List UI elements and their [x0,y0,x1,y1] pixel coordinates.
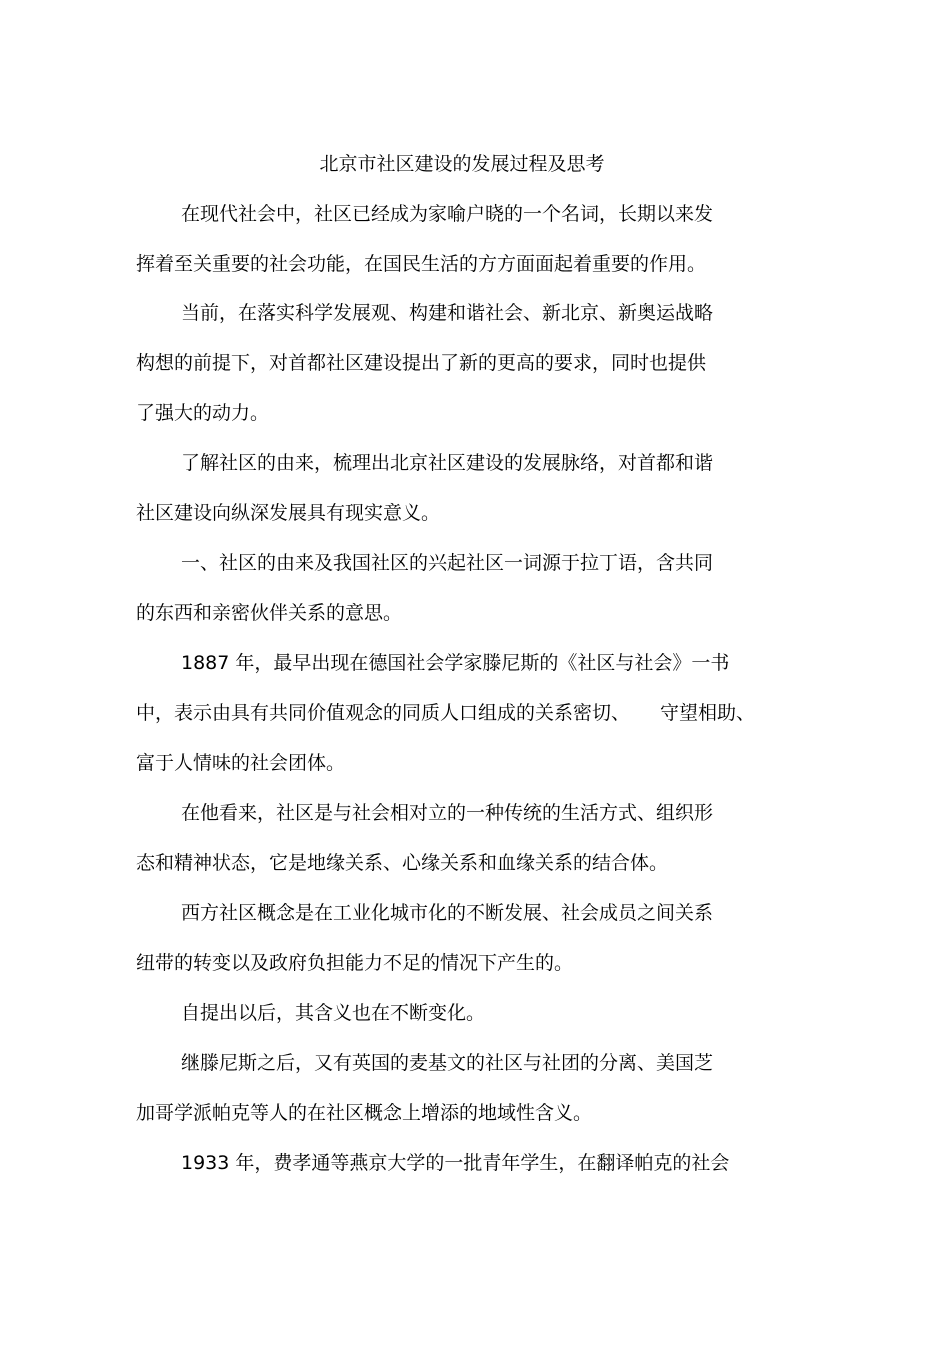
paragraph-line: 在现代社会中，社区已经成为家喻户晓的一个名词，长期以来发 [181,203,714,225]
paragraph-line: 加哥学派帕克等人的在社区概念上增添的地域性含义。 [136,1102,593,1124]
paragraph-line: 1933 年，费孝通等燕京大学的一批青年学生，在翻译帕克的社会 [181,1152,730,1174]
paragraph-line: 社区建设向纵深发展具有现实意义。 [136,502,441,524]
paragraph-line: 态和精神状态，它是地缘关系、心缘关系和血缘关系的结合体。 [136,852,669,874]
paragraph-line: 一、社区的由来及我国社区的兴起社区一词源于拉丁语，含共同 [181,552,714,574]
paragraph-line: 在他看来，社区是与社会相对立的一种传统的生活方式、组织形 [181,802,714,824]
paragraph-line: 当前，在落实科学发展观、构建和谐社会、新北京、新奥运战略 [181,302,714,324]
paragraph-line: 继滕尼斯之后，又有英国的麦基文的社区与社团的分离、美国芝 [181,1052,714,1074]
document-title: 北京市社区建设的发展过程及思考 [319,153,605,175]
paragraph-line: 了强大的动力。 [136,402,270,424]
paragraph-line-part: 中，表示由具有共同价值观念的同质人口组成的关系密切、 [136,702,631,724]
paragraph-line: 自提出以后，其含义也在不断变化。 [181,1002,486,1024]
paragraph-line: 西方社区概念是在工业化城市化的不断发展、社会成员之间关系 [181,902,714,924]
paragraph-line [136,699,755,727]
paragraph-line: 的东西和亲密伙伴关系的意思。 [136,602,403,624]
paragraph-line: 1887 年，最早出现在德国社会学家滕尼斯的《社区与社会》一书 [181,652,730,674]
paragraph-line: 了解社区的由来，梳理出北京社区建设的发展脉络，对首都和谐 [181,452,714,474]
paragraph-line: 富于人情味的社会团体。 [136,752,346,774]
paragraph-line: 挥着至关重要的社会功能，在国民生活的方方面面起着重要的作用。 [136,253,707,275]
paragraph-line-part: 守望相助、 [660,702,756,724]
paragraph-line: 构想的前提下，对首都社区建设提出了新的更高的要求，同时也提供 [136,352,707,374]
paragraph-line: 纽带的转变以及政府负担能力不足的情况下产生的。 [136,952,574,974]
